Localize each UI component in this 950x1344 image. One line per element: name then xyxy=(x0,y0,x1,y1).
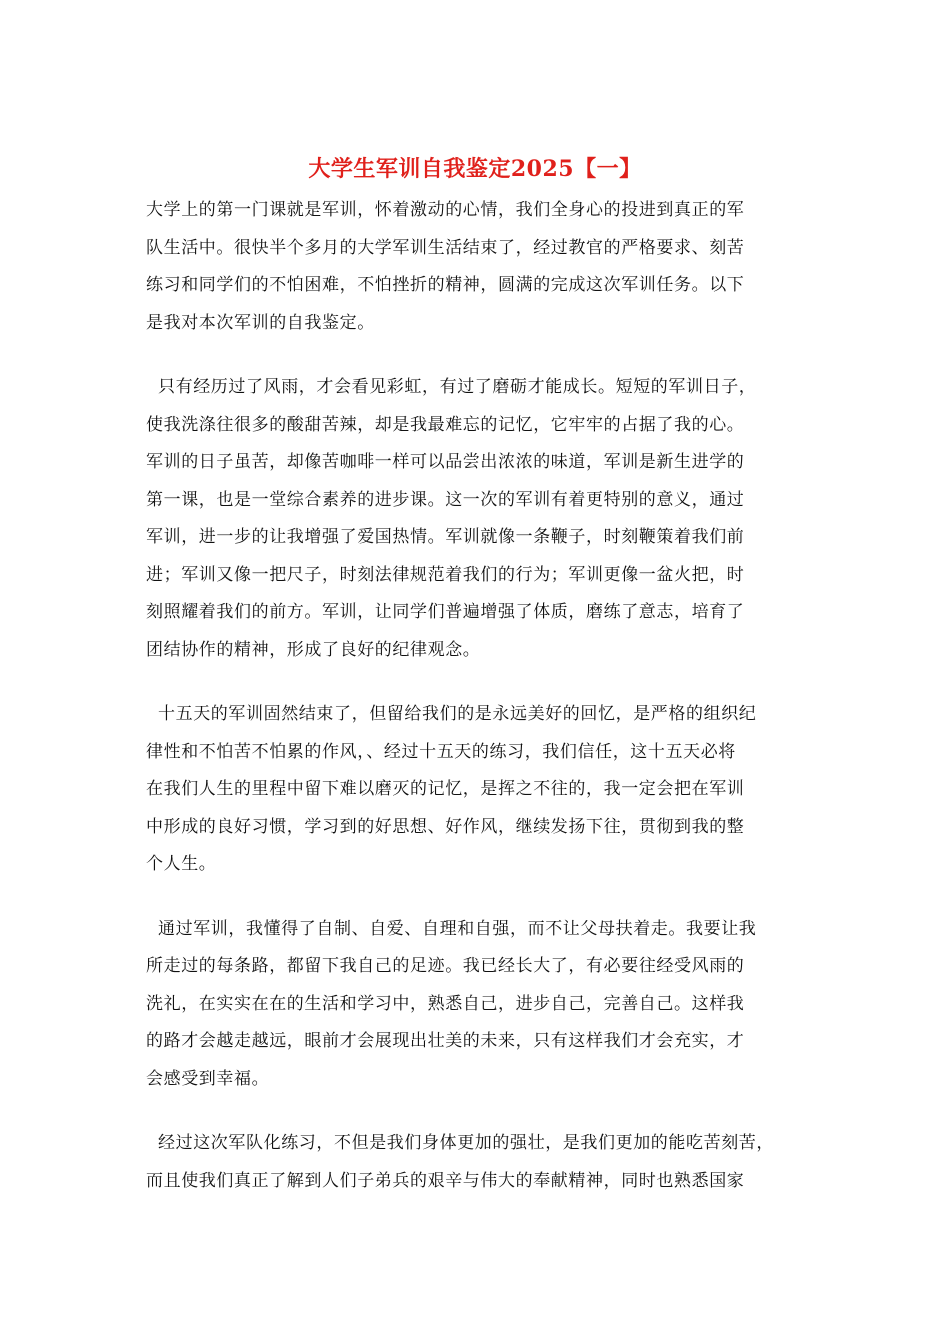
paragraph-spacer xyxy=(146,1098,836,1125)
text-line: 第一课，也是一堂综合素养的进步课。这一次的军训有着更特别的意义，通过 xyxy=(146,489,745,510)
text-line: 所走过的每条路，都留下我自己的足迹。我已经长大了，有必要往经受风雨的 xyxy=(146,956,745,976)
text-line: 在我们人生的里程中留下难以磨灭的记忆，是挥之不往的，我一定会把在军训 xyxy=(146,779,745,799)
text-line: 洗礼，在实实在在的生活和学习中，熟悉自己，进步自己，完善自己。这样我 xyxy=(146,993,745,1014)
text-line: 军训，进一步的让我增强了爱国热情。军训就像一条鞭子，时刻鞭策着我们前 xyxy=(146,527,745,547)
paragraph-spacer xyxy=(146,884,836,911)
text-line: 使我洗涤往很多的酸甜苦辣，却是我最难忘的记忆，它牢牢的占据了我的心。 xyxy=(146,414,745,435)
text-line: 只有经历过了风雨，才会看见彩虹，有过了磨砺才能成长。短短的军训日子， xyxy=(146,377,757,397)
paragraph xyxy=(146,1125,836,1200)
text-line: 十五天的军训固然结束了，但留给我们的是永远美好的回忆，是严格的组织纪 xyxy=(146,704,757,724)
paragraph xyxy=(146,192,836,342)
text-line: 个人生。 xyxy=(146,854,217,874)
text-line: 是我对本次军训的自我鉴定。 xyxy=(146,312,375,333)
paragraph-spacer xyxy=(146,669,836,696)
text-line: 律性和不怕苦不怕累的作风，、经过十五天的练习，我们信任，这十五天必将 xyxy=(146,741,736,762)
text-line: 而且使我们真正了解到人们子弟兵的艰辛与伟大的奉献精神，同时也熟悉国家 xyxy=(146,1170,745,1191)
text-line: 大学上的第一门课就是军训，怀着激动的心情，我们全身心的投进到真正的军 xyxy=(146,200,745,220)
document-body xyxy=(146,192,836,1200)
text-line: 经过这次军队化练习，不但是我们身体更加的强壮，是我们更加的能吃苦刻苦， xyxy=(146,1133,775,1153)
text-line: 通过军训，我懂得了自制、自爱、自理和自强，而不让父母扶着走。我要让我 xyxy=(146,918,757,939)
text-line: 会感受到幸福。 xyxy=(146,1068,270,1089)
paragraph xyxy=(146,911,836,1099)
document-title: 大学生军训自我鉴定2025【一】 xyxy=(308,156,642,182)
paragraph-spacer xyxy=(146,342,836,369)
text-line: 进；军训又像一把尺子，时刻法律规范着我们的行为；军训更像一盆火把，时 xyxy=(146,564,745,585)
paragraph xyxy=(146,696,836,884)
paragraph xyxy=(146,369,836,669)
text-line: 团结协作的精神，形成了良好的纪律观念。 xyxy=(146,639,481,660)
text-line: 队生活中。很快半个多月的大学军训生活结束了，经过教官的严格要求、刻苦 xyxy=(146,237,745,258)
text-line: 中形成的良好习惯，学习到的好思想、好作风，继续发扬下往，贯彻到我的整 xyxy=(146,816,745,837)
text-line: 军训的日子虽苦，却像苦咖啡一样可以品尝出浓浓的味道，军训是新生进学的 xyxy=(146,452,745,472)
text-line: 刻照耀着我们的前方。军训，让同学们普遍增强了体质，磨练了意志，培育了 xyxy=(146,602,745,622)
text-line: 练习和同学们的不怕困难，不怕挫折的精神，圆满的完成这次军训任务。以下 xyxy=(146,275,745,295)
text-line: 的路才会越走越远，眼前才会展现出壮美的未来，只有这样我们才会充实，才 xyxy=(146,1031,745,1051)
